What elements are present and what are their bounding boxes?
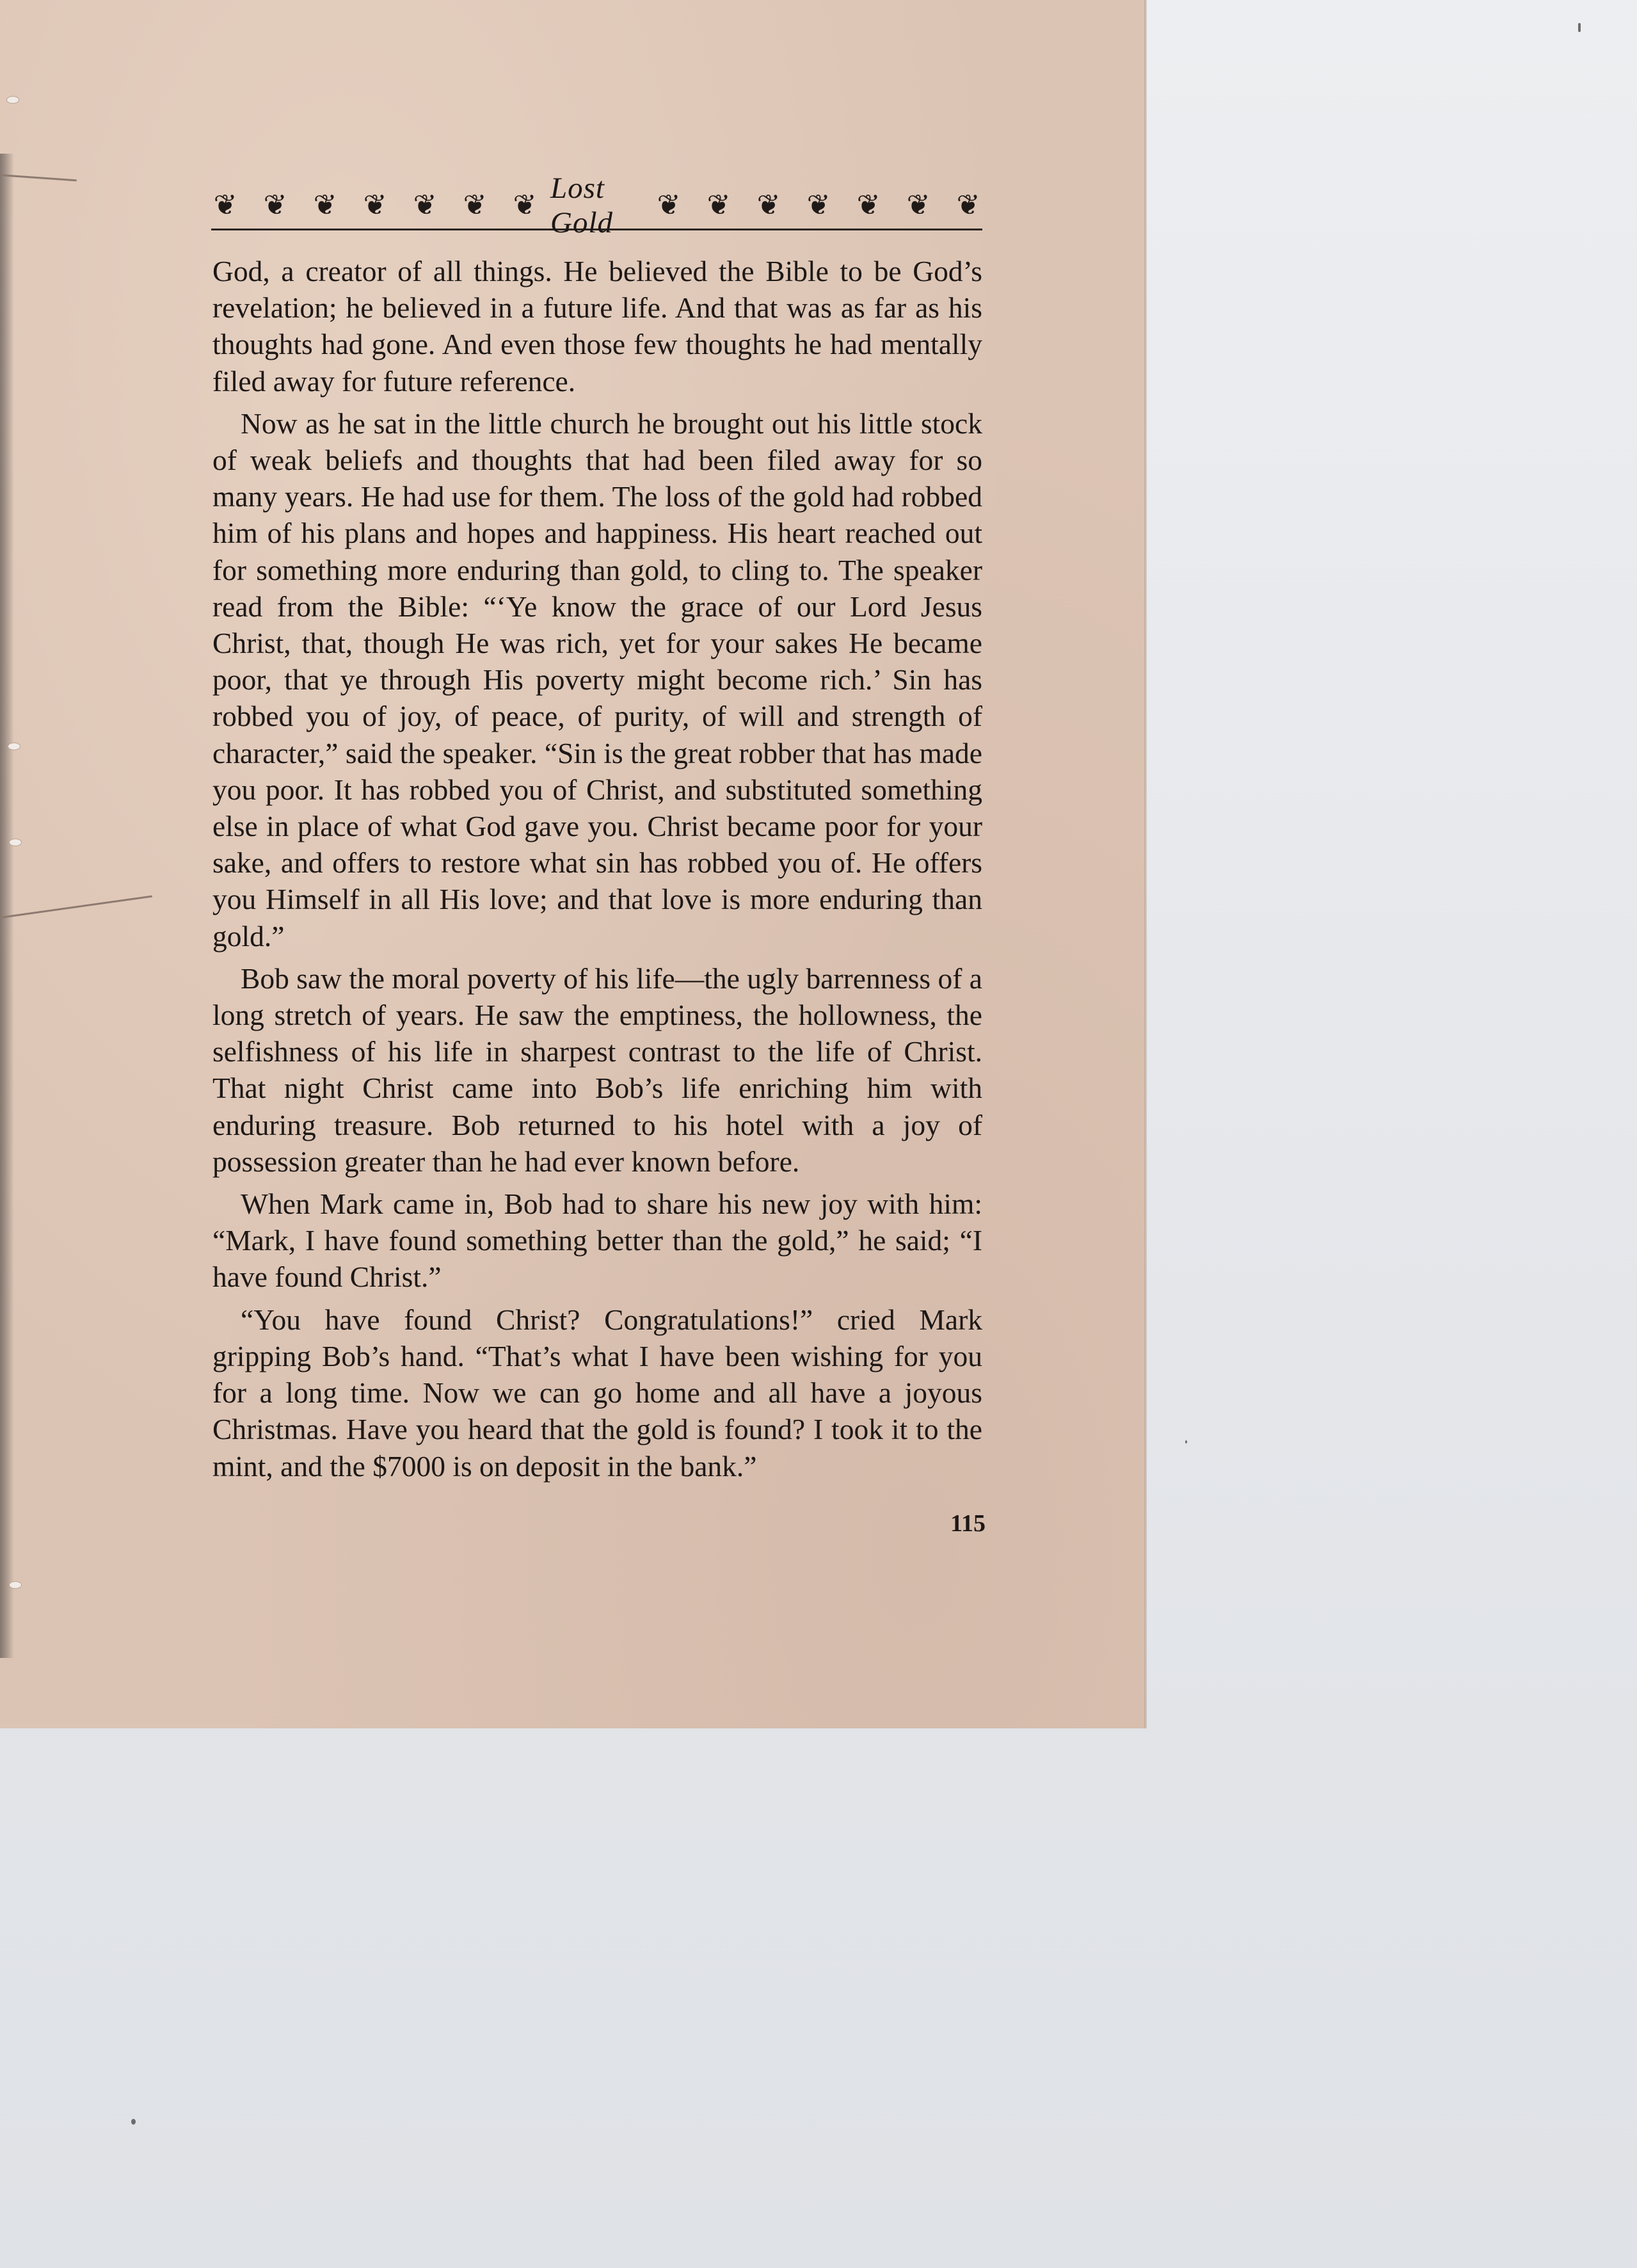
ornamental-flower-icon: ❦ <box>756 189 781 221</box>
ornamental-flower-icon: ❦ <box>856 189 881 221</box>
ornamental-flower-icon: ❦ <box>707 189 731 221</box>
ornamental-flower-icon: ❦ <box>513 189 537 221</box>
ornamental-flower-icon: ❦ <box>956 189 980 221</box>
page-number: 115 <box>950 1510 986 1537</box>
dust-speck <box>131 2119 136 2125</box>
paragraph: When Mark came in, Bob had to share his new joy with him: “Mark, I have found something better than the gold,” he said; “I have found Christ.” <box>212 1187 982 1294</box>
left-ornament-row <box>211 191 539 220</box>
ornamental-flower-icon: ❦ <box>263 189 287 221</box>
running-title: Lost Gold <box>550 172 613 239</box>
paragraph: Now as he sat in the little church he brought out his little stock of weak beliefs and thoughts that had been filed away for so many years. He had use for them. The loss of the gold had robbed him of his plans and hopes and happiness. His heart reached out for something more enduring than gold, to cling to. The speaker read from the Bible: “‘Ye know the grace of our Lord Jesus Christ, that, though He was rich, yet for your sakes He became poor, that ye through His poverty might become rich.’ Sin has robbed you of joy, of peace, of purity, of will and strength of character,” said the speaker. “Sin is the great robber that has made you poor. It has robbed you of Christ, and substituted something else in place of what God gave you. Christ became poor for your sake, and offers to restore what sin has robbed you of. He offers you Himself in all His love; and that love is more enduring than gold.” <box>212 406 982 953</box>
ornamental-flower-icon: ❦ <box>806 189 831 221</box>
paragraph: “You have found Christ? Congratulations!” cried Mark gripping Bob’s hand. “That’s what I have been wishing for you for a long time. Now we can go home and all have a joyous Christmas. Have you heard that the gold is found? I took it to the mint, and the $7000 is on deposit in the bank.” <box>212 1303 982 1483</box>
ornamental-flower-icon: ❦ <box>313 189 337 221</box>
paragraph: Bob saw the moral poverty of his life—the ugly barrenness of a long stretch of years. He saw the emptiness, the hollowness, the selfishness of his life in sharpest contrast to the life of Christ. That night Christ came into Bob’s life enriching him with enduring treasure. Bob returned to his hotel with a joy of possession greater than he had ever known before. <box>212 961 982 1178</box>
ornamental-flower-icon: ❦ <box>906 189 930 221</box>
punch-hole <box>9 839 22 846</box>
paragraph: God, a creator of all things. He believed the Bible to be God’s revelation; he believed in a future life. And that was as far as his thoughts had gone. And even those few thoughts he had mentally filed away for future reference. <box>212 255 982 398</box>
punch-hole <box>6 96 19 104</box>
page-left-edge <box>0 154 14 1658</box>
dust-speck <box>1578 23 1581 32</box>
ornamental-flower-icon: ❦ <box>363 189 387 221</box>
body-text <box>212 253 982 1490</box>
running-header <box>211 172 982 239</box>
right-ornament-row <box>655 191 982 220</box>
ornamental-flower-icon: ❦ <box>657 189 681 221</box>
punch-hole <box>8 743 20 750</box>
dust-speck <box>1185 1440 1187 1444</box>
ornamental-flower-icon: ❦ <box>213 189 237 221</box>
punch-hole <box>9 1581 22 1589</box>
ornamental-flower-icon: ❦ <box>413 189 437 221</box>
page-tear <box>0 896 152 919</box>
ornamental-flower-icon: ❦ <box>463 189 487 221</box>
